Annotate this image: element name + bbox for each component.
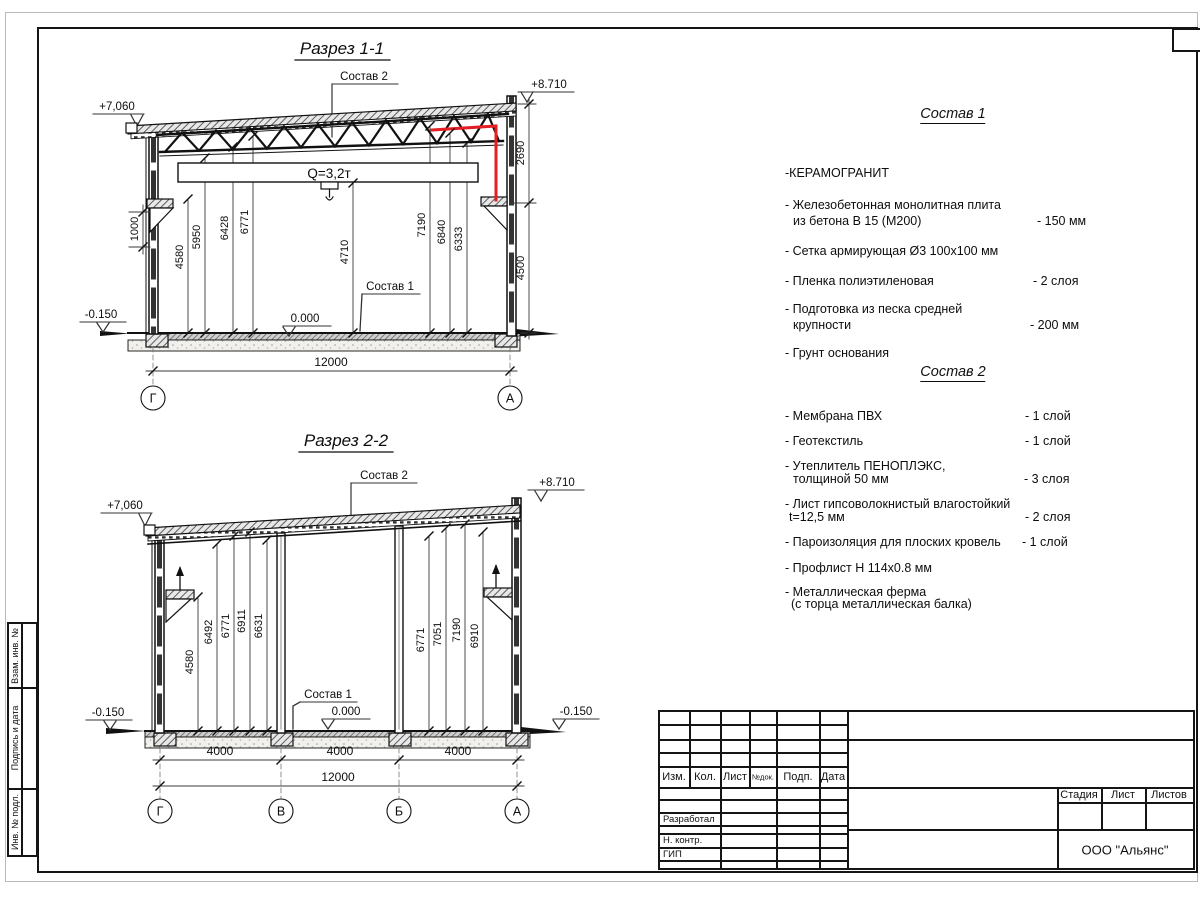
section-1-1	[80, 39, 574, 410]
svg-text:6911: 6911	[236, 609, 248, 633]
svg-text:7190: 7190	[416, 212, 428, 238]
svg-text:Состав 1: Состав 1	[366, 281, 414, 293]
svg-text:6771: 6771	[220, 613, 232, 639]
svg-text:6840: 6840	[436, 219, 448, 245]
tb-col-izm: Изм.	[662, 771, 686, 783]
sostav2-title: Состав 2	[920, 364, 986, 380]
svg-text:0.000: 0.000	[331, 706, 361, 718]
right-bracket	[481, 197, 507, 230]
list-item-line2: (с торца металлическая балка)	[791, 597, 972, 611]
list-item-value: - 2 слоя	[1033, 274, 1079, 288]
tb-stage: Стадия	[1060, 789, 1098, 801]
list-item-value: - 1 слой	[1025, 434, 1071, 448]
svg-text:6910: 6910	[469, 623, 481, 649]
right-bracket	[484, 564, 512, 620]
tb-col-podp: Подп.	[783, 771, 813, 783]
svg-text:Б: Б	[394, 804, 404, 819]
tb-row-nkontr: Н. контр.	[663, 835, 703, 846]
list-item-line2: t=12,5 мм	[789, 510, 845, 524]
svg-text:6631: 6631	[253, 613, 265, 639]
svg-text:4000: 4000	[326, 744, 354, 758]
foundation-block	[146, 334, 168, 347]
floor-slab	[100, 329, 559, 351]
svg-text:6771: 6771	[239, 209, 251, 235]
svg-text:1000: 1000	[129, 216, 141, 242]
sostav1-title: Состав 1	[920, 106, 986, 122]
grid-bubbles	[148, 799, 529, 823]
svg-text:-0.150: -0.150	[91, 707, 125, 719]
svg-text:-0.150: -0.150	[84, 309, 118, 321]
list-item-value: - 1 слой	[1022, 535, 1068, 549]
side-strip-label-inv: Инв. № подл.	[10, 793, 20, 850]
title-block	[658, 710, 1195, 870]
list-item: - Подготовка из песка средней	[785, 302, 963, 316]
svg-text:5950: 5950	[191, 224, 203, 250]
list-item: - Пароизоляция для плоских кровель	[785, 535, 1001, 549]
side-strip	[7, 622, 38, 857]
list-item: - Железобетонная монолитная плита	[785, 198, 1001, 212]
list-item: - Сетка армирующая Ø3 100х100 мм	[785, 244, 999, 258]
list-item-value: - 1 слой	[1025, 409, 1071, 423]
tb-row-gip: ГИП	[663, 849, 682, 860]
list-item-line2: крупности	[793, 318, 852, 332]
svg-text:4000: 4000	[444, 744, 472, 758]
svg-text:4580: 4580	[184, 649, 196, 675]
tb-col-ndok: №док.	[752, 772, 774, 782]
svg-text:12000: 12000	[321, 770, 355, 784]
list-item-value: - 2 слоя	[1025, 510, 1071, 524]
svg-text:В: В	[276, 804, 286, 819]
svg-text:4710: 4710	[339, 239, 351, 265]
section-2-2	[86, 431, 599, 823]
list-item-line2: толщиной 50 мм	[793, 472, 889, 486]
list-item: - Мембрана ПВХ	[785, 409, 883, 423]
bay-dims	[153, 744, 524, 798]
elevation-top-label: +8.710	[539, 477, 575, 489]
list-item: - Металлическая ферма	[785, 585, 927, 599]
grid-bubbles	[141, 386, 522, 410]
tb-col-list: Лист	[723, 771, 747, 783]
list-item-line2: из бетона В 15 (М200)	[793, 214, 922, 228]
svg-text:0.000: 0.000	[290, 313, 320, 325]
svg-text:6333: 6333	[453, 226, 465, 252]
tb-col-kol: Кол.	[694, 771, 716, 783]
svg-text:Г: Г	[156, 804, 164, 819]
svg-text:Состав 1: Состав 1	[304, 689, 352, 701]
list-item: - Грунт основания	[785, 346, 890, 360]
svg-text:4000: 4000	[206, 744, 234, 758]
section-1-1-title: Разрез 1-1	[299, 39, 385, 58]
tb-col-data: Дата	[820, 771, 846, 783]
dim-labels	[174, 210, 465, 269]
tb-sheets: Листов	[1151, 789, 1187, 801]
section-2-2-title: Разрез 2-2	[303, 431, 389, 450]
list-item-value: - 200 мм	[1030, 318, 1080, 332]
tb-sheet: Лист	[1111, 789, 1135, 801]
list-item-value: - 3 слоя	[1024, 472, 1070, 486]
left-bracket	[147, 199, 173, 232]
company-name: ООО "Альянс"	[1081, 842, 1169, 858]
svg-text:2690: 2690	[515, 140, 527, 166]
left-bracket	[166, 566, 194, 622]
svg-text:12000: 12000	[314, 355, 348, 369]
tb-row-razrabotal: Разработал	[663, 814, 715, 825]
list-item: -КЕРАМОГРАНИТ	[785, 166, 890, 180]
elevation-top-label: +8.710	[531, 79, 567, 91]
svg-text:6428: 6428	[219, 215, 231, 241]
elevation-eave-label: +7,060	[99, 101, 135, 113]
list-item: - Лист гипсоволокнистый влагостойкий	[785, 497, 1011, 511]
list-item: - Пленка полиэтиленовая	[785, 274, 934, 288]
svg-text:-0.150: -0.150	[559, 706, 593, 718]
dim-1000	[129, 205, 150, 254]
svg-text:4580: 4580	[174, 244, 186, 270]
list-item: - Утеплитель ПЕНОПЛЭКС,	[785, 459, 946, 473]
svg-text:А: А	[505, 391, 515, 406]
svg-text:4500: 4500	[515, 255, 527, 281]
elevation-eave-label: +7,060	[107, 500, 143, 512]
crane-capacity-label: Q=3,2т	[307, 166, 351, 181]
svg-text:6771: 6771	[415, 627, 427, 653]
list-item-value: - 150 мм	[1037, 214, 1087, 228]
svg-text:6492: 6492	[203, 619, 215, 645]
overall-dim	[146, 347, 517, 386]
sostav2-leader-label: Состав 2	[360, 470, 408, 482]
svg-text:7051: 7051	[432, 621, 444, 647]
svg-text:Г: Г	[149, 391, 157, 406]
side-strip-label-vzam: Взам. инв. №	[10, 627, 20, 684]
svg-text:А: А	[512, 804, 522, 819]
svg-text:7190: 7190	[451, 617, 463, 643]
sostav2-leader-label: Состав 2	[340, 71, 388, 83]
dim-labels	[184, 609, 481, 674]
crane-hook-icon	[321, 182, 338, 200]
side-strip-label-podpis: Подпись и дата	[10, 705, 20, 770]
sostav1-leader	[360, 281, 420, 331]
list-item: - Профлист Н 114х0.8 мм	[785, 561, 932, 575]
list-item: - Геотекстиль	[785, 434, 864, 448]
